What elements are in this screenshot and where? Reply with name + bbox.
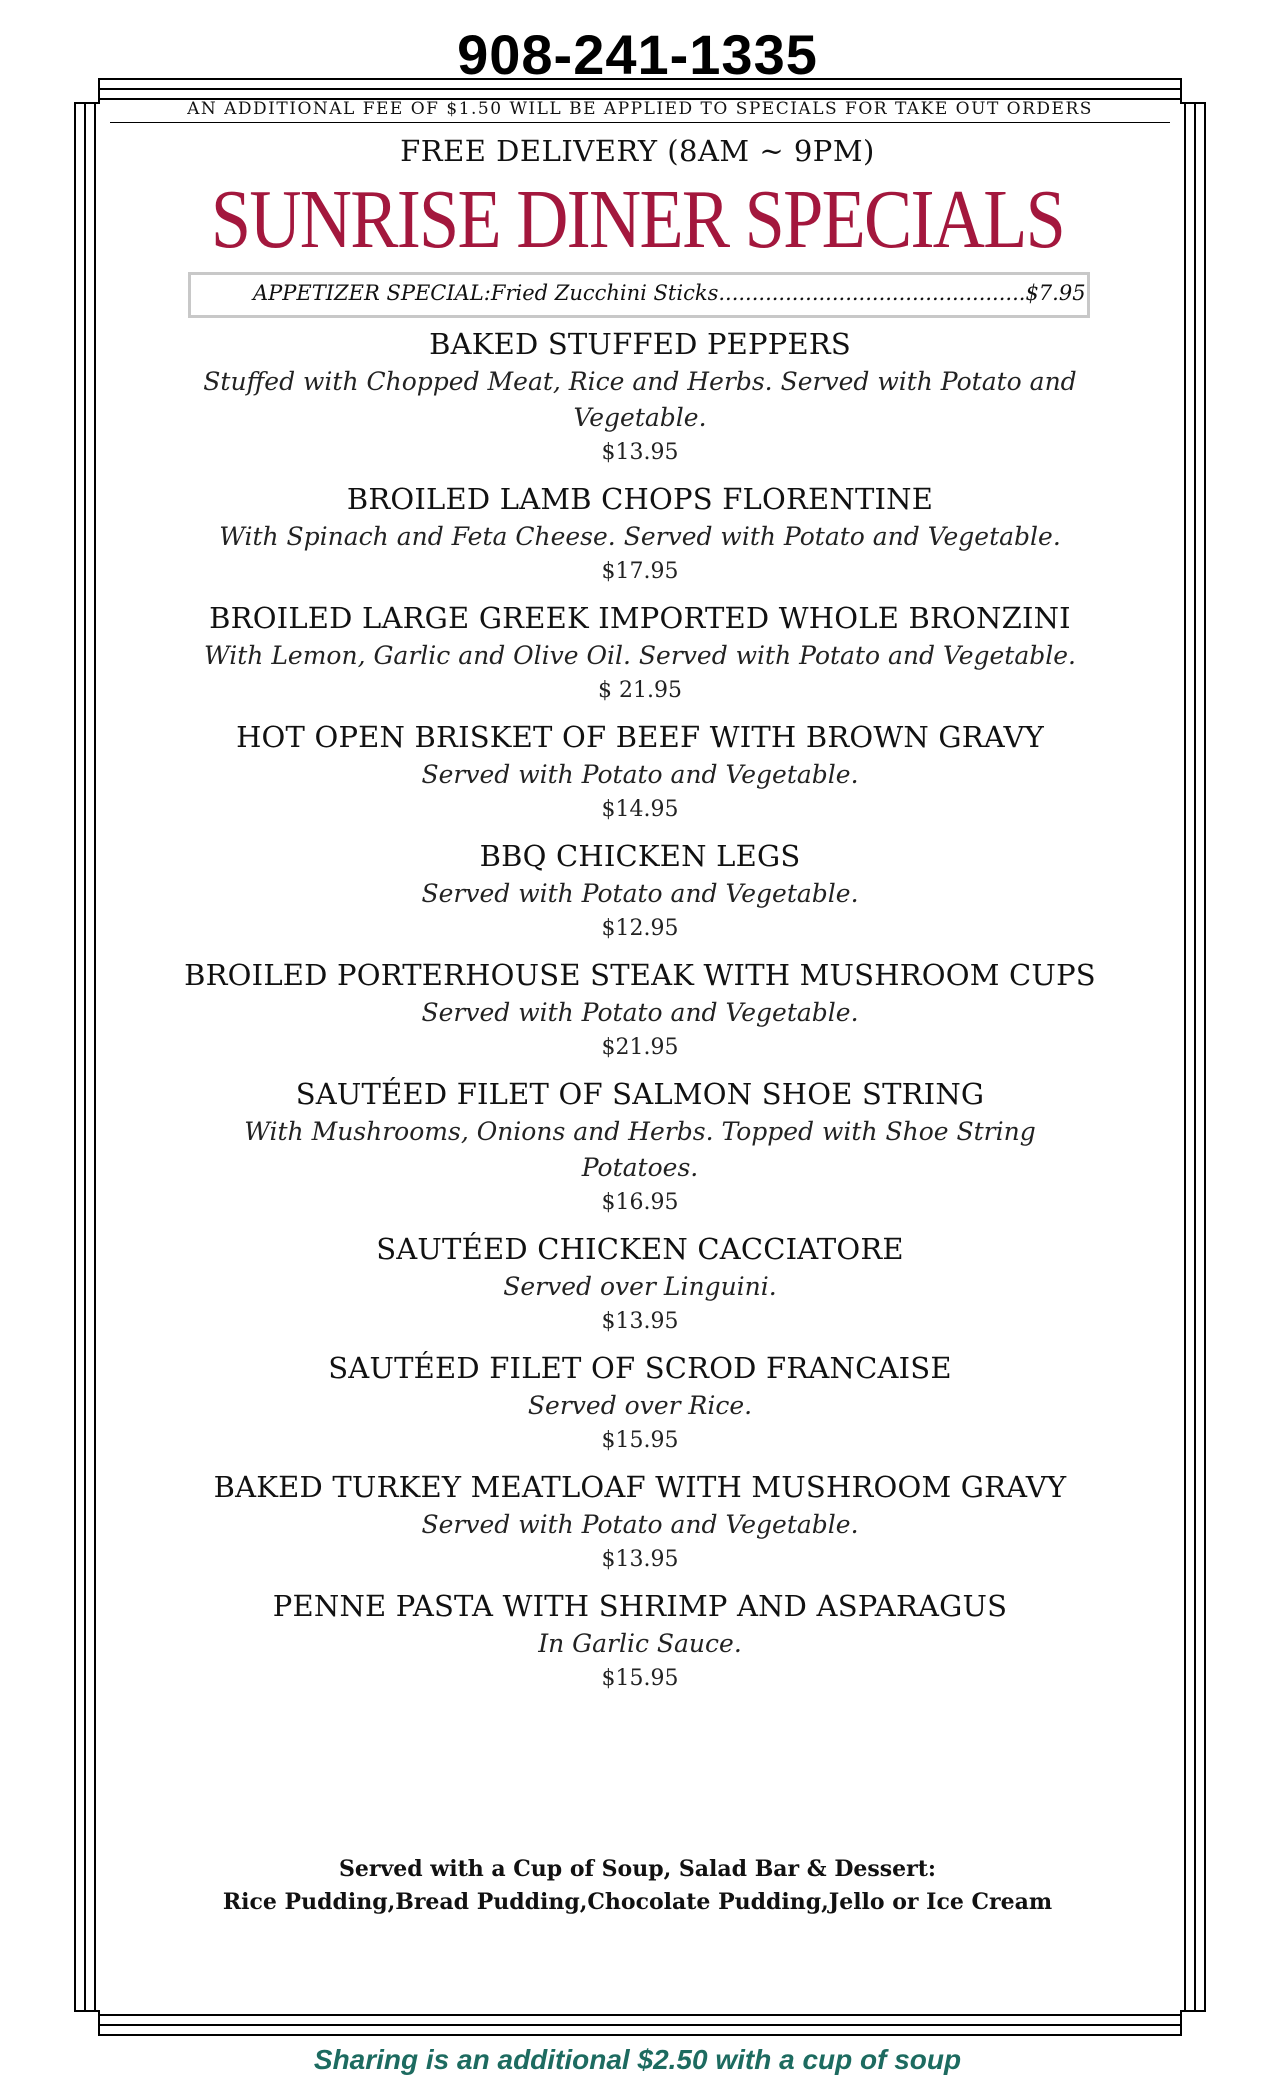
item-description: Served with Potato and Vegetable. [421,1510,859,1539]
menu-item [170,836,1110,946]
item-price: $13.95 [601,1547,679,1572]
item-description: With Lemon, Garlic and Olive Oil. Served with Potato and Vegetable. [203,641,1077,670]
appetizer-price: $7.95 [1025,281,1086,305]
item-name: BAKED STUFFED PEPPERS [429,327,851,361]
item-description: In Garlic Sauce. [538,1629,742,1658]
item-price: $17.95 [601,559,679,584]
item-description: With Spinach and Feta Cheese. Served with Potato and Vegetable. [219,522,1061,551]
item-name: SAUTÉED FILET OF SCROD FRANCAISE [328,1351,952,1385]
leader-dots: .............................................. [718,281,1026,305]
page-title: SUNRISE DINER SPECIALS [210,173,1065,266]
phone-number: 908-241-1335 [457,23,818,86]
menu-item [170,324,1110,470]
menu-item [170,1467,1110,1577]
item-name: SAUTÉED CHICKEN CACCIATORE [376,1232,904,1266]
item-name: BROILED LAMB CHOPS FLORENTINE [346,482,934,516]
item-price: $13.95 [601,1309,679,1334]
menu-item [170,1586,1110,1696]
delivery-hours: FREE DELIVERY (8AM ~ 9PM) [400,134,875,168]
item-name: BROILED LARGE GREEK IMPORTED WHOLE BRONZINI [209,601,1071,635]
item-name: BBQ CHICKEN LEGS [479,839,801,873]
appetizer-special [188,272,1090,318]
item-name: PENNE PASTA WITH SHRIMP AND ASPARAGUS [272,1589,1008,1623]
item-description: Served with Potato and Vegetable. [421,760,859,789]
item-name: HOT OPEN BRISKET OF BEEF WITH BROWN GRAVY [236,720,1044,754]
menu-item [170,1074,1110,1220]
dessert-options: Rice Pudding,Bread Pudding,Chocolate Pudding,Jello or Ice Cream [222,1889,1053,1915]
item-description: Served over Rice. [527,1391,753,1420]
frame-corner-notch [74,78,100,104]
frame-corner-notch [1180,78,1206,104]
item-description: Served with Potato and Vegetable. [421,998,859,1027]
item-price: $16.95 [601,1190,679,1215]
frame-corner-notch [74,2010,100,2036]
appetizer-item: Fried Zucchini Sticks [490,281,719,305]
menu-item [170,1348,1110,1458]
item-price: $14.95 [601,797,679,822]
menu-item [170,598,1110,708]
item-name: BROILED PORTERHOUSE STEAK WITH MUSHROOM CUPS [184,958,1096,992]
served-with-line: Served with a Cup of Soup, Salad Bar & Dessert: [338,1856,937,1882]
menu-item [170,717,1110,827]
item-price: $ 21.95 [598,678,682,703]
item-price: $13.95 [601,440,679,465]
served-with-note [0,1853,1275,1919]
take-out-fee-notice: AN ADDITIONAL FEE OF $1.50 WILL BE APPLIED TO SPECIALS FOR TAKE OUT ORDERS [187,99,1093,119]
item-price: $15.95 [601,1428,679,1453]
menu-item [170,955,1110,1065]
item-price: $12.95 [601,916,679,941]
item-description: Served with Potato and Vegetable. [421,879,859,908]
menu-item [170,1229,1110,1339]
item-name: SAUTÉED FILET OF SALMON SHOE STRING [295,1077,985,1111]
item-description: Served over Linguini. [503,1272,777,1301]
sharing-fee-note: Sharing is an additional $2.50 with a cup of soup [313,2044,962,2075]
item-name: BAKED TURKEY MEATLOAF WITH MUSHROOM GRAVY [213,1470,1067,1504]
divider [110,122,1170,123]
appetizer-label: APPETIZER SPECIAL: [253,281,491,305]
item-price: $21.95 [601,1035,679,1060]
menu-item [170,479,1110,589]
item-description: Stuffed with Chopped Meat, Rice and Herbs. Served with Potato and Vegetable. [203,367,1077,432]
item-price: $15.95 [601,1666,679,1691]
specials-list [170,324,1110,1705]
frame-corner-notch [1180,2010,1206,2036]
item-description: With Mushrooms, Onions and Herbs. Topped with Shoe String Potatoes. [244,1117,1036,1182]
